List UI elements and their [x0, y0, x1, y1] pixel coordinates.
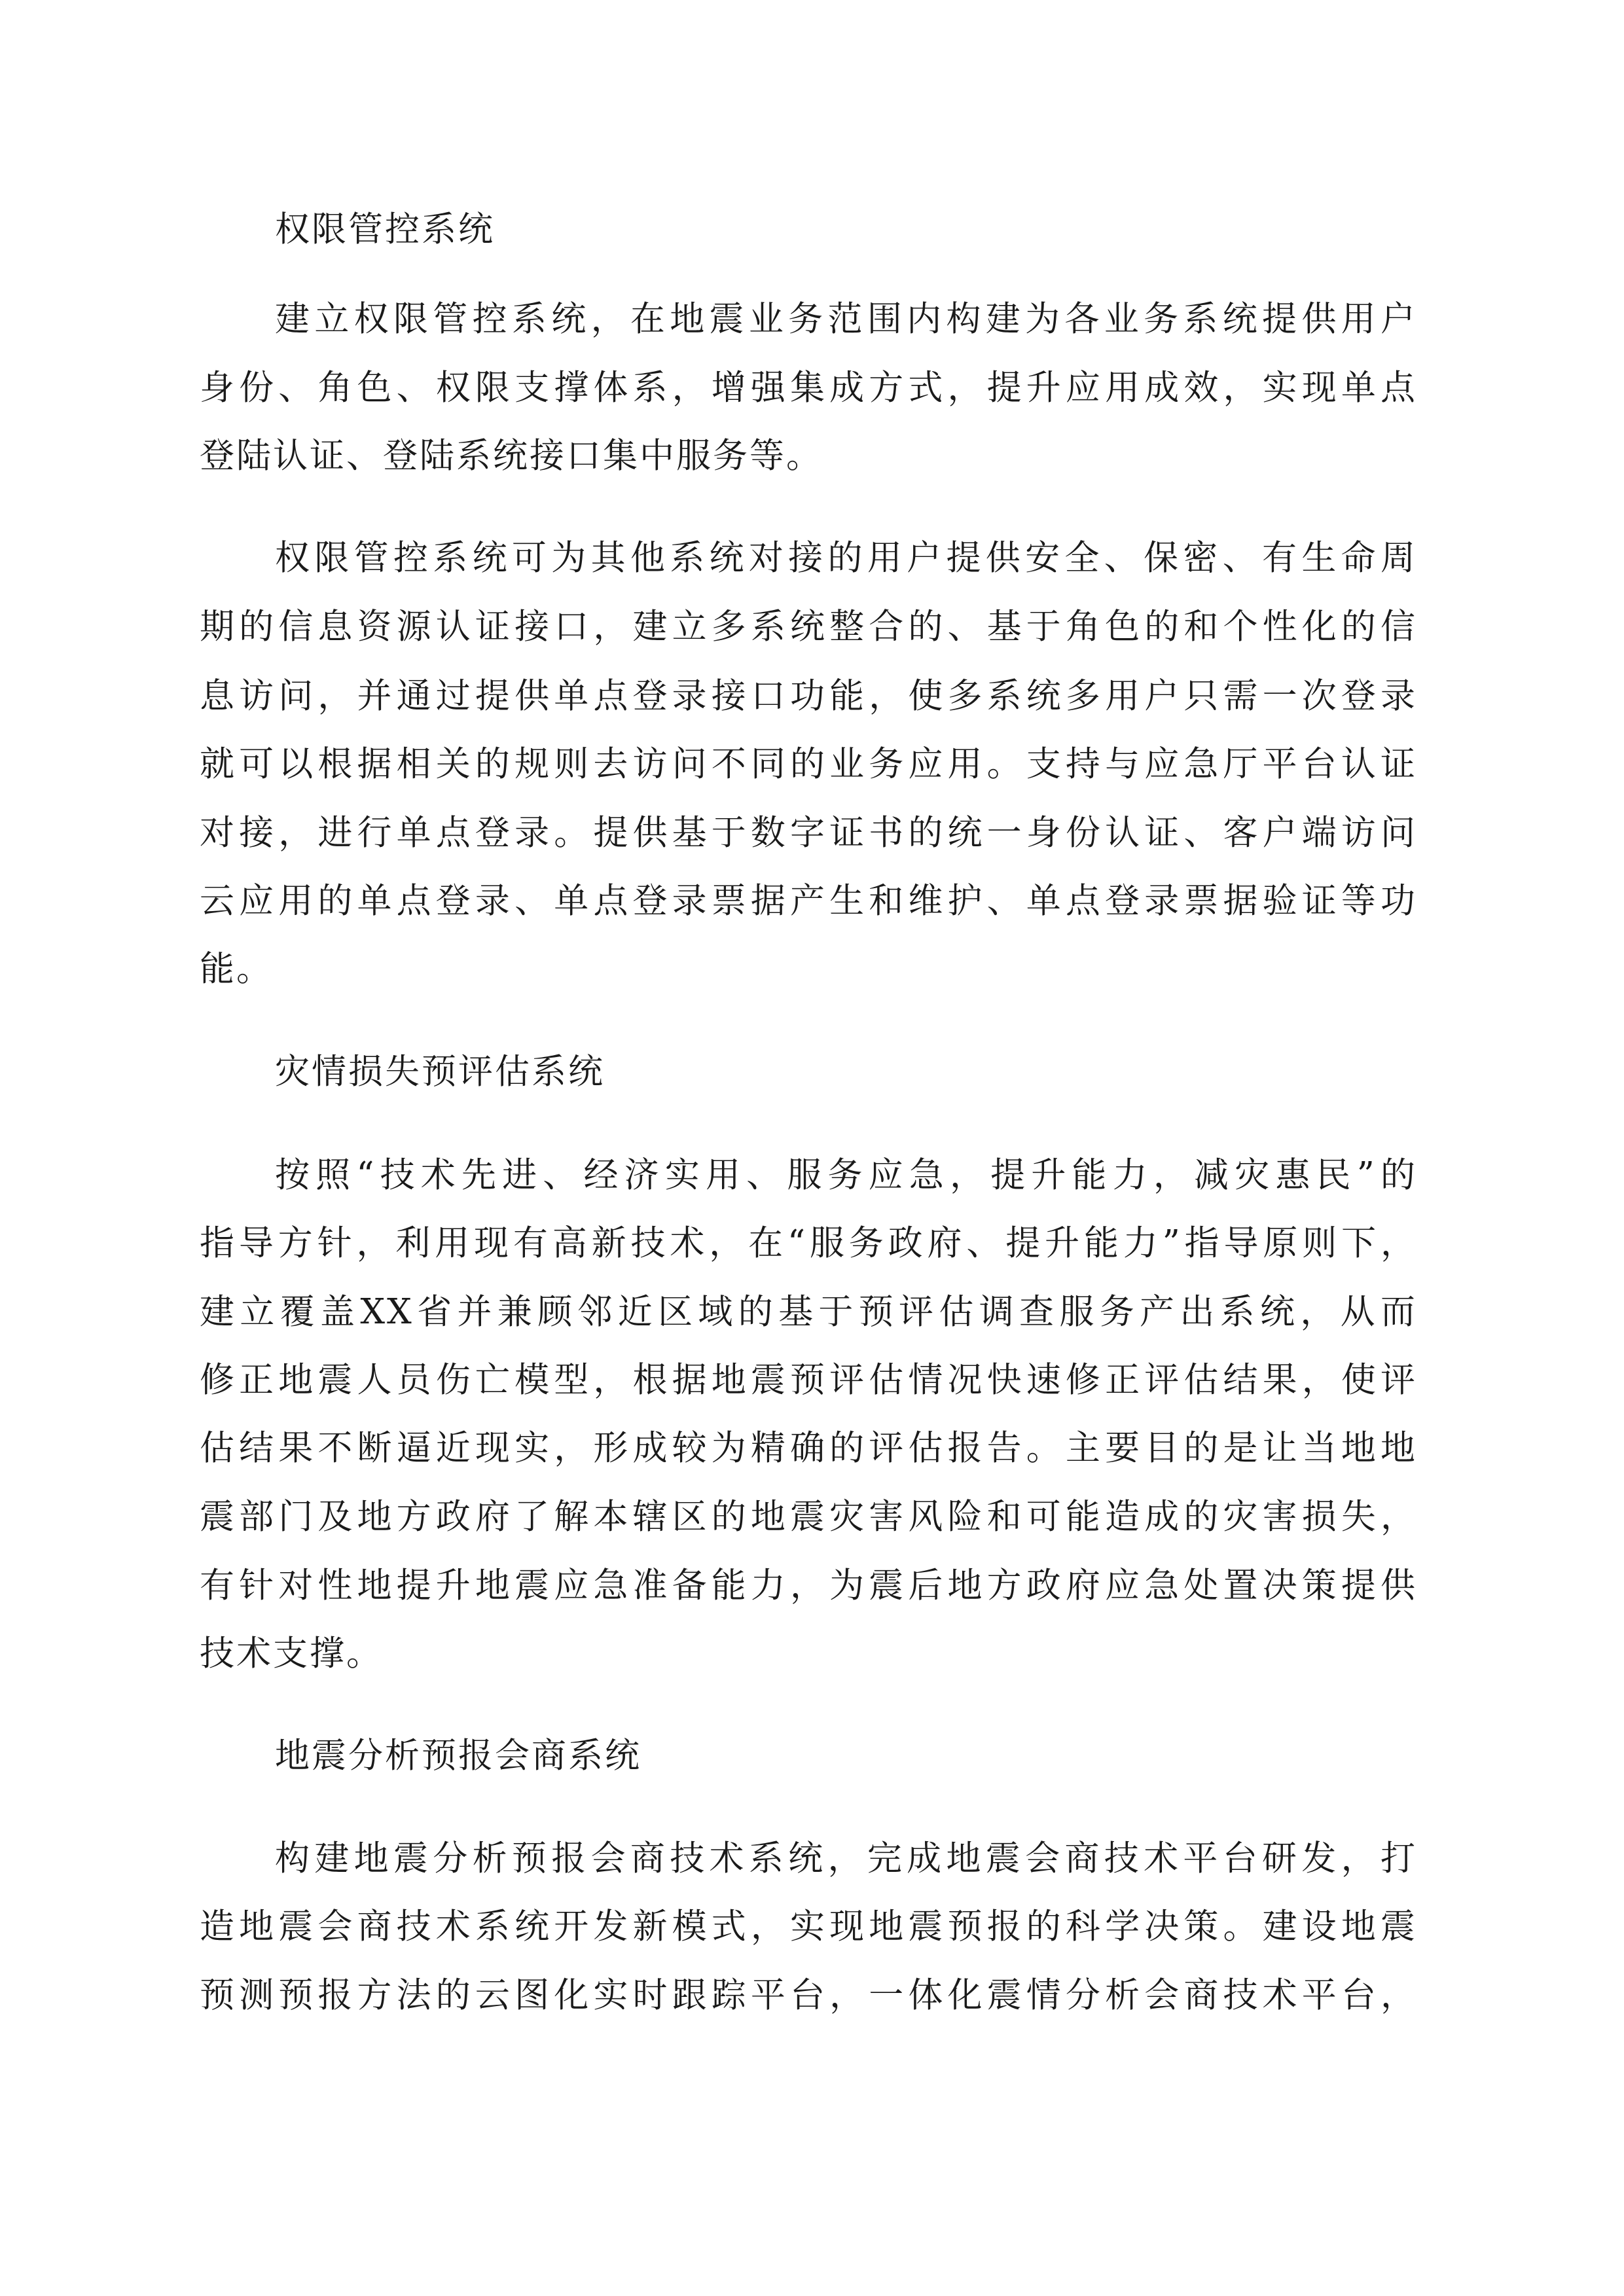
paragraph-line: 身份、角色、权限支撑体系，增强集成方式，提升应用成效，实现单点 — [200, 368, 1417, 408]
paragraph-line: 期的信息资源认证接口，建立多系统整合的、基于角色的和个性化的信 — [200, 607, 1417, 647]
paragraph-line: 建立覆盖XX省并兼顾邻近区域的基于预评估调查服务产出系统，从而 — [200, 1292, 1417, 1332]
paragraph-line: 指导方针，利用现有高新技术，在“服务政府、提升能力”指导原则下， — [200, 1223, 1417, 1263]
paragraph-line: 有针对性地提升地震应急准备能力，为震后地方政府应急处置决策提供 — [200, 1566, 1417, 1605]
section-heading: 权限管控系统 — [275, 209, 495, 249]
paragraph-line: 造地震会商技术系统开发新模式，实现地震预报的科学决策。建设地震 — [200, 1907, 1417, 1946]
paragraph-line: 预测预报方法的云图化实时跟踪平台，一体化震情分析会商技术平台， — [200, 1975, 1417, 2015]
paragraph-line: 能。 — [200, 949, 273, 989]
paragraph-line: 震部门及地方政府了解本辖区的地震灾害风险和可能造成的灾害损失， — [200, 1497, 1417, 1537]
paragraph-line: 云应用的单点登录、单点登录票据产生和维护、单点登录票据验证等功 — [200, 881, 1417, 921]
paragraph-line: 按照“技术先进、经济实用、服务应急，提升能力，减灾惠民”的 — [275, 1155, 1417, 1195]
paragraph-line: 就可以根据相关的规则去访问不同的业务应用。支持与应急厅平台认证 — [200, 744, 1417, 784]
paragraph-line: 息访问，并通过提供单点登录接口功能，使多系统多用户只需一次登录 — [200, 676, 1417, 716]
paragraph-line: 对接，进行单点登录。提供基于数字证书的统一身份认证、客户端访问 — [200, 813, 1417, 853]
section-heading: 地震分析预报会商系统 — [275, 1736, 641, 1776]
paragraph-line: 构建地震分析预报会商技术系统，完成地震会商技术平台研发，打 — [275, 1839, 1417, 1878]
paragraph-line: 登陆认证、登陆系统接口集中服务等。 — [200, 436, 823, 476]
paragraph-line: 估结果不断逼近现实，形成较为精确的评估报告。主要目的是让当地地 — [200, 1428, 1417, 1468]
paragraph-line: 技术支撑。 — [200, 1634, 383, 1674]
section-heading: 灾情损失预评估系统 — [275, 1052, 605, 1092]
paragraph-line: 权限管控系统可为其他系统对接的用户提供安全、保密、有生命周 — [275, 538, 1417, 578]
paragraph-line: 建立权限管控系统，在地震业务范围内构建为各业务系统提供用户 — [275, 299, 1417, 339]
paragraph-line: 修正地震人员伤亡模型，根据地震预评估情况快速修正评估结果，使评 — [200, 1360, 1417, 1400]
